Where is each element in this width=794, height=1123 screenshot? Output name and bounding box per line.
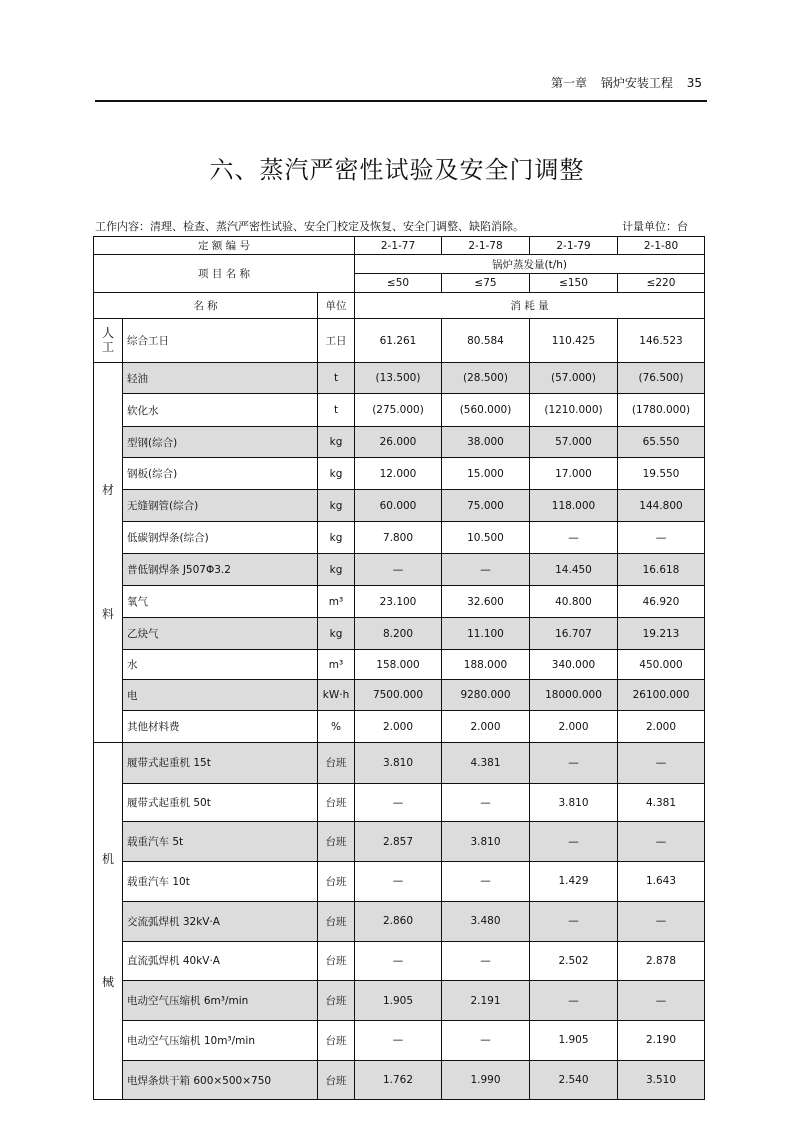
material-value: 32.600 [442,586,530,618]
machine-value: 1.905 [530,1020,618,1060]
labor-value: 146.523 [618,319,705,363]
section-label: 锅炉安装工程 [600,76,673,90]
material-value: 40.800 [530,586,618,618]
capacity-value: ≤50 [355,274,442,293]
machine-value: — [355,783,442,821]
machine-name: 直流弧焊机 40kV·A [123,941,318,981]
work-content [95,218,700,234]
machine-row [94,901,705,941]
material-value: 7500.000 [355,680,442,711]
machine-name: 交流弧焊机 32kV·A [123,901,318,941]
machine-value: 3.810 [355,743,442,784]
machine-value: — [442,1020,530,1060]
machine-row [94,783,705,821]
capacity-label: 锅炉蒸发量(t/h) [355,255,705,274]
material-value: 118.000 [530,490,618,522]
machine-value: 3.480 [442,901,530,941]
material-row [94,680,705,711]
material-group-char: 料 [101,606,114,621]
capacity-value: ≤75 [442,274,530,293]
machine-name: 履带式起重机 50t [123,783,318,821]
work-content-text: 工作内容：清理、检查、蒸汽严密性试验、安全门校定及恢复、安全门调整、缺陷消除。 [95,220,524,233]
chapter-label: 第一章 [551,76,588,90]
machine-value: — [442,862,530,902]
machine-value: — [530,901,618,941]
material-name: 轻油 [123,363,318,394]
machine-name: 电动空气压缩机 10m³/min [123,1020,318,1060]
material-row [94,650,705,680]
material-value: 340.000 [530,650,618,680]
material-row [94,554,705,586]
machine-unit: 台班 [318,941,355,981]
machine-group-char: 械 [101,975,114,990]
machine-value: — [355,941,442,981]
material-unit: % [318,711,355,743]
machine-name: 载重汽车 10t [123,862,318,902]
material-row [94,490,705,522]
material-row [94,458,705,490]
material-unit: kg [318,458,355,490]
name-column-header: 名 称 [94,293,318,319]
material-value: 19.550 [618,458,705,490]
material-value: 2.000 [355,711,442,743]
labor-group-label [94,319,123,363]
machine-name: 电动空气压缩机 6m³/min [123,981,318,1021]
material-name: 其他材料费 [123,711,318,743]
capacity-value: ≤150 [530,274,618,293]
material-value: 75.000 [442,490,530,522]
labor-value: 110.425 [530,319,618,363]
machine-value: 1.905 [355,981,442,1021]
machine-value: — [618,822,705,862]
machine-value: — [355,862,442,902]
consumption-header: 消 耗 量 [355,293,705,319]
machine-unit: 台班 [318,1060,355,1100]
material-value: 26100.000 [618,680,705,711]
machine-value: 2.857 [355,822,442,862]
page-header [541,74,702,91]
machine-unit: 台班 [318,901,355,941]
labor-name: 综合工日 [123,319,318,363]
material-unit: kg [318,522,355,554]
machine-group-label [94,743,123,1100]
material-value: 188.000 [442,650,530,680]
material-name: 氧气 [123,586,318,618]
column-header-row [94,293,705,319]
material-value: (13.500) [355,363,442,394]
material-value: 7.800 [355,522,442,554]
machine-row [94,1060,705,1100]
measurement-unit: 计量单位：台 [622,220,688,233]
page-number: 35 [686,76,702,90]
material-value: — [355,554,442,586]
material-unit: kg [318,427,355,458]
labor-unit: 工日 [318,319,355,363]
machine-name: 电焊条烘干箱 600×500×750 [123,1060,318,1100]
machine-value: — [442,941,530,981]
machine-value: 2.502 [530,941,618,981]
machine-value: — [530,743,618,784]
material-value: 60.000 [355,490,442,522]
quota-table [93,236,705,1100]
machine-value: 1.429 [530,862,618,902]
material-unit: m³ [318,650,355,680]
machine-value: 1.762 [355,1060,442,1100]
material-name: 普低钢焊条 J507Φ3.2 [123,554,318,586]
material-value: 158.000 [355,650,442,680]
machine-value: 4.381 [442,743,530,784]
material-value: 65.550 [618,427,705,458]
machine-name: 履带式起重机 15t [123,743,318,784]
capacity-header-row [94,255,705,274]
machine-row [94,941,705,981]
machine-row [94,822,705,862]
machine-unit: 台班 [318,981,355,1021]
machine-value: — [530,822,618,862]
material-group-label [94,363,123,743]
material-value: — [442,554,530,586]
machine-unit: 台班 [318,862,355,902]
material-value: 450.000 [618,650,705,680]
material-name: 水 [123,650,318,680]
machine-row [94,743,705,784]
material-name: 软化水 [123,394,318,427]
quota-code: 2-1-77 [355,237,442,255]
material-value: 9280.000 [442,680,530,711]
machine-unit: 台班 [318,1020,355,1060]
machine-value: 3.510 [618,1060,705,1100]
material-value: 16.618 [618,554,705,586]
material-value: 2.000 [442,711,530,743]
material-value: 15.000 [442,458,530,490]
machine-row [94,981,705,1021]
material-unit: t [318,363,355,394]
material-value: 2.000 [530,711,618,743]
material-value: 11.100 [442,618,530,650]
material-row [94,618,705,650]
material-value: (28.500) [442,363,530,394]
machine-unit: 台班 [318,822,355,862]
machine-value: — [618,901,705,941]
machine-group-char: 机 [101,852,114,866]
quota-label: 定 额 编 号 [94,237,355,255]
material-value: 17.000 [530,458,618,490]
machine-value: — [618,981,705,1021]
material-row [94,522,705,554]
material-group-char: 材 [101,483,114,498]
material-name: 型钢(综合) [123,427,318,458]
machine-value: 2.540 [530,1060,618,1100]
material-value: 2.000 [618,711,705,743]
material-value: (76.500) [618,363,705,394]
machine-value: 1.643 [618,862,705,902]
material-value: (57.000) [530,363,618,394]
material-unit: m³ [318,586,355,618]
machine-value: 3.810 [530,783,618,821]
item-name-label: 项 目 名 称 [94,255,355,293]
material-row [94,586,705,618]
material-name: 无缝钢管(综合) [123,490,318,522]
machine-name: 载重汽车 5t [123,822,318,862]
material-value: 23.100 [355,586,442,618]
material-row [94,363,705,394]
machine-value: 2.860 [355,901,442,941]
page-title: 六、蒸汽严密性试验及安全门调整 [209,156,585,184]
quota-code: 2-1-80 [618,237,705,255]
material-value: 144.800 [618,490,705,522]
labor-row [94,319,705,363]
material-name: 乙炔气 [123,618,318,650]
material-value: — [530,522,618,554]
labor-value: 80.584 [442,319,530,363]
labor-value: 61.261 [355,319,442,363]
quota-code: 2-1-78 [442,237,530,255]
material-name: 电 [123,680,318,711]
material-unit: kW·h [318,680,355,711]
material-value: 10.500 [442,522,530,554]
labor-group-char: 人 [101,326,114,341]
machine-value: — [442,783,530,821]
capacity-value: ≤220 [618,274,705,293]
material-value: 19.213 [618,618,705,650]
material-row [94,711,705,743]
quota-table-body [94,237,705,1100]
material-value: 38.000 [442,427,530,458]
machine-value: 4.381 [618,783,705,821]
material-value: 14.450 [530,554,618,586]
labor-group-char: 工 [101,339,114,354]
material-value: 16.707 [530,618,618,650]
quota-code-row [94,237,705,255]
machine-value: 3.810 [442,822,530,862]
machine-unit: 台班 [318,743,355,784]
material-value: (560.000) [442,394,530,427]
material-value: 26.000 [355,427,442,458]
material-row [94,427,705,458]
material-name: 低碳钢焊条(综合) [123,522,318,554]
unit-column-header: 单位 [318,293,355,319]
machine-value: — [618,743,705,784]
material-value: 57.000 [530,427,618,458]
machine-row [94,862,705,902]
machine-value: 2.878 [618,941,705,981]
material-row [94,394,705,427]
material-value: — [618,522,705,554]
header-divider [95,100,707,102]
machine-value: 2.190 [618,1020,705,1060]
material-value: (275.000) [355,394,442,427]
material-name: 钢板(综合) [123,458,318,490]
material-unit: kg [318,490,355,522]
material-value: (1780.000) [618,394,705,427]
material-unit: kg [318,554,355,586]
material-value: 46.920 [618,586,705,618]
material-value: (1210.000) [530,394,618,427]
machine-row [94,1020,705,1060]
machine-value: — [355,1020,442,1060]
machine-value: 1.990 [442,1060,530,1100]
material-value: 12.000 [355,458,442,490]
material-unit: t [318,394,355,427]
quota-code: 2-1-79 [530,237,618,255]
material-unit: kg [318,618,355,650]
machine-value: — [530,981,618,1021]
material-value: 8.200 [355,618,442,650]
material-value: 18000.000 [530,680,618,711]
machine-unit: 台班 [318,783,355,821]
machine-value: 2.191 [442,981,530,1021]
